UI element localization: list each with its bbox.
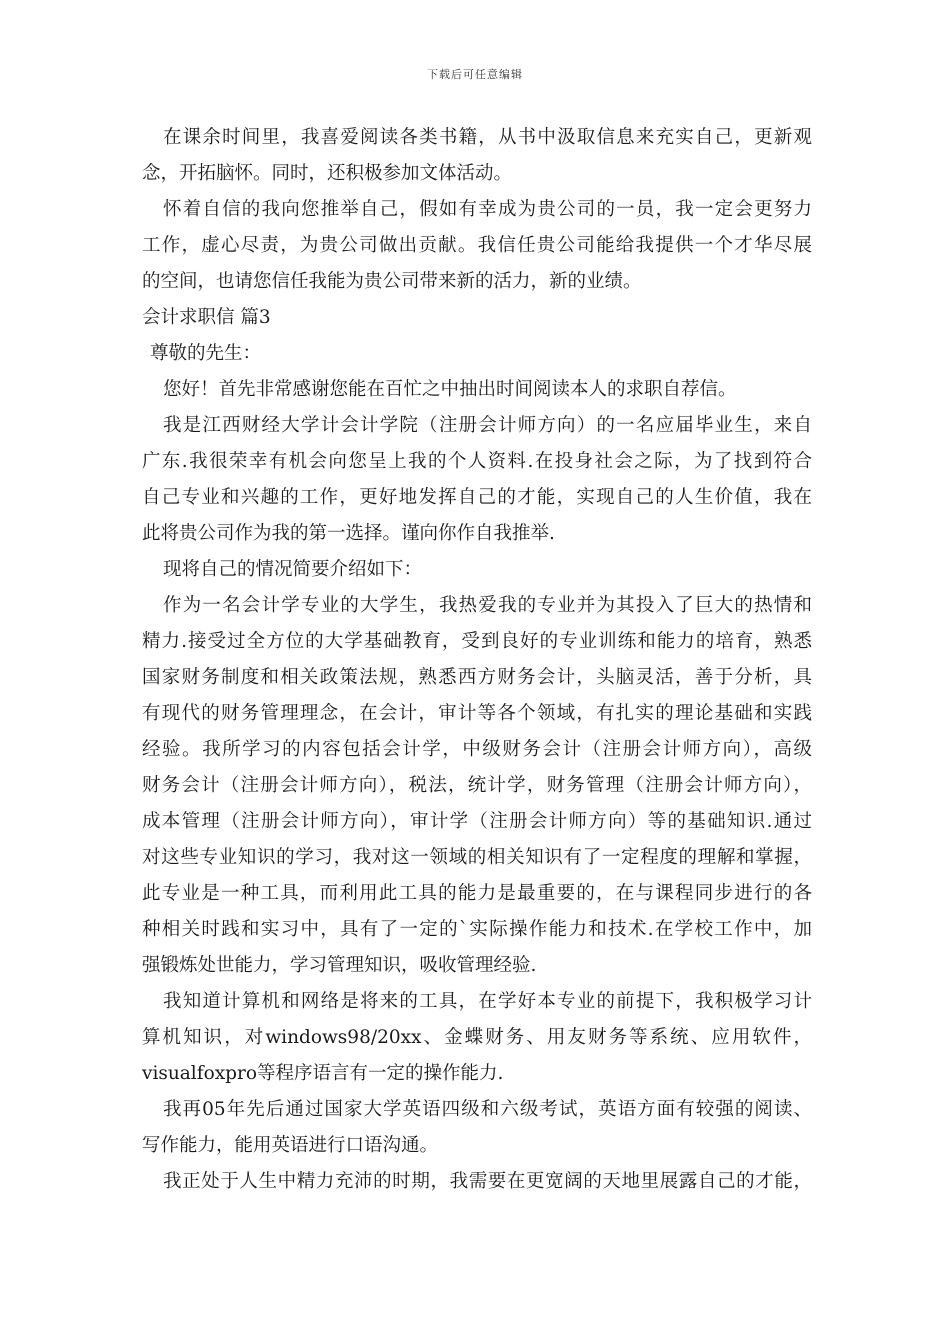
text-line: 强锻炼处世能力，学习管理知识，吸收管理经验. xyxy=(142,955,537,976)
text-line: 国家财务制度和相关政策法规，熟悉西方财务会计，头脑灵活，善于分析，具 xyxy=(142,667,812,688)
text-line: 精力.接受过全方位的大学基础教育，受到良好的专业训练和能力的培育，熟悉 xyxy=(142,631,812,652)
text-line: 财务会计（注册会计师方向），税法，统计学，财务管理（注册会计师方向）， xyxy=(142,775,812,796)
text-line: 算机知识，对windows98/20xx、金蝶财务、用友财务等系统、应用软件， xyxy=(142,1027,812,1048)
text-line: 尊敬的先生： xyxy=(150,343,262,364)
text-line: 念，开拓脑怀。同时，还积极参加文体活动。 xyxy=(142,163,513,184)
text-line: 我正处于人生中精力充沛的时期，我需要在更宽阔的天地里展露自己的才能， xyxy=(163,1171,812,1192)
text-line: 对这些专业知识的学习，我对这一领域的相关知识有了一定程度的理解和掌握， xyxy=(142,847,812,868)
text-line: 我知道计算机和网络是将来的工具，在学好本专业的前提下，我积极学习计 xyxy=(163,991,812,1012)
text-line: 作为一名会计学专业的大学生，我热爱我的专业并为其投入了巨大的热情和 xyxy=(163,595,812,616)
text-line: 种相关时践和实习中，具有了一定的`实际操作能力和技术.在学校工作中，加 xyxy=(142,919,812,940)
text-line: 的空间，也请您信任我能为贵公司带来新的活力，新的业绩。 xyxy=(142,271,642,292)
text-line: 我再05年先后通过国家大学英语四级和六级考试，英语方面有较强的阅读、 xyxy=(163,1099,812,1120)
text-line: 怀着自信的我向您推举自己，假如有幸成为贵公司的一员，我一定会更努力 xyxy=(163,199,812,220)
page-header: 下载后可任意编辑 xyxy=(427,68,523,81)
text-line: 经验。我所学习的内容包括会计学，中级财务会计（注册会计师方向），高级 xyxy=(142,739,812,760)
text-line: 会计求职信 篇3 xyxy=(142,307,271,328)
text-line: 成本管理（注册会计师方向），审计学（注册会计师方向）等的基础知识.通过 xyxy=(142,811,812,832)
text-line: 广东.我很荣幸有机会向您呈上我的个人资料.在投身社会之际，为了找到符合 xyxy=(142,451,812,472)
text-line: 写作能力，能用英语进行口语沟通。 xyxy=(142,1135,439,1156)
text-line: 在课余时间里，我喜爱阅读各类书籍，从书中汲取信息来充实自己，更新观 xyxy=(163,127,812,148)
text-line: 此将贵公司作为我的第一选择。谨向你作自我推举. xyxy=(142,523,555,544)
text-line: 我是江西财经大学计会计学院（注册会计师方向）的一名应届毕业生，来自 xyxy=(163,415,812,436)
text-line: visualfoxpro等程序语言有一定的操作能力. xyxy=(142,1063,504,1084)
text-line: 自己专业和兴趣的工作，更好地发挥自己的才能，实现自己的人生价值，我在 xyxy=(142,487,812,508)
document-body xyxy=(142,120,812,1200)
text-line: 有现代的财务管理理念，在会计，审计等各个领域，有扎实的理论基础和实践 xyxy=(142,703,812,724)
text-line: 现将自己的情况简要介绍如下： xyxy=(163,559,423,580)
text-line: 此专业是一种工具，而利用此工具的能力是最重要的，在与课程同步进行的各 xyxy=(142,883,812,904)
text-line: 您好！首先非常感谢您能在百忙之中抽出时间阅读本人的求职自荐信。 xyxy=(163,379,737,400)
text-line: 工作，虚心尽责，为贵公司做出贡献。我信任贵公司能给我提供一个才华尽展 xyxy=(142,235,812,256)
